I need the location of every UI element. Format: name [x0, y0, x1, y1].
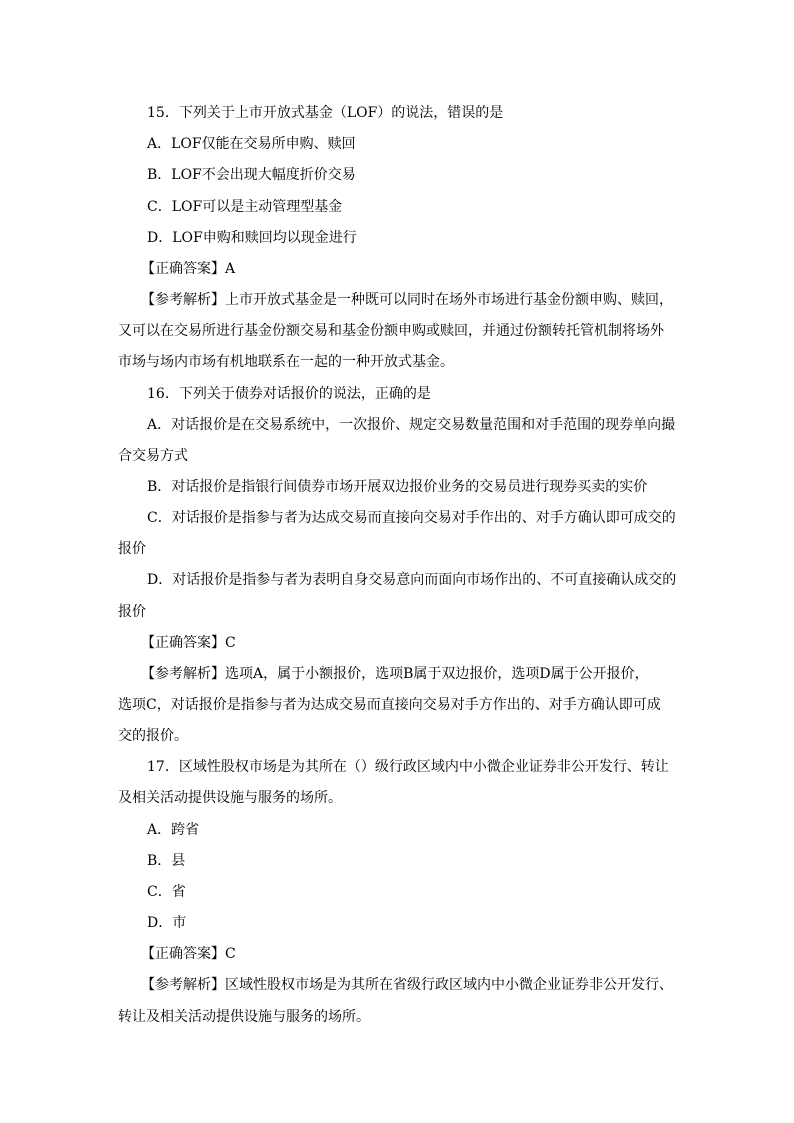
question-16-option-a-line-2: 合交易方式 [118, 448, 188, 464]
question-16-option-c-line-2: 报价 [118, 541, 146, 557]
question-16-option-d-line-2: 报价 [118, 604, 146, 620]
question-15-option-a: A．LOF仅能在交易所申购、赎回 [147, 136, 356, 152]
question-16-option-b: B．对话报价是指银行间债券市场开展双边报价业务的交易员进行现券买卖的实价 [147, 479, 648, 495]
question-17-stem-line-2: 及相关活动提供设施与服务的场所。 [118, 790, 342, 806]
question-15-analysis-line-1: 【参考解析】上市开放式基金是一种既可以同时在场外市场进行基金份额申购、赎回， [141, 292, 673, 308]
question-17-option-a: A．跨省 [147, 822, 200, 838]
question-17-analysis-line-2: 转让及相关活动提供设施与服务的场所。 [118, 1009, 370, 1025]
question-17-answer: 【正确答案】C [141, 946, 236, 962]
question-15-answer: 【正确答案】A [141, 261, 236, 277]
question-16-option-d-line-1: D．对话报价是指参与者为表明自身交易意向而面向市场作出的、不可直接确认成交的 [147, 572, 677, 588]
question-15-analysis-line-2: 又可以在交易所进行基金份额交易和基金份额申购或赎回，并通过份额转托管机制将场外 [118, 323, 664, 339]
question-17-analysis-line-1: 【参考解析】区域性股权市场是为其所在省级行政区域内中小微企业证券非公开发行、 [141, 977, 673, 993]
question-17-option-b: B．县 [147, 853, 186, 869]
question-15-option-c: C．LOF可以是主动管理型基金 [147, 199, 343, 215]
question-15-stem: 15．下列关于上市开放式基金（LOF）的说法，错误的是 [147, 105, 504, 121]
question-17-option-d: D．市 [147, 915, 187, 931]
question-16-analysis-line-3: 交的报价。 [118, 728, 188, 744]
question-16-stem: 16．下列关于债券对话报价的说法，正确的是 [147, 386, 431, 402]
question-16-analysis-line-2: 选项C，对话报价是指参与者为达成交易而直接向交易对手方作出的、对手方确认即可成 [118, 697, 661, 713]
question-17-stem-line-1: 17．区域性股权市场是为其所在（）级行政区域内中小微企业证券非公开发行、转让 [147, 759, 669, 775]
question-15-option-d: D．LOF申购和赎回均以现金进行 [147, 230, 357, 246]
question-16-answer: 【正确答案】C [141, 635, 236, 651]
question-17-option-c: C．省 [147, 884, 186, 900]
question-16-option-c-line-1: C．对话报价是指参与者为达成交易而直接向交易对手作出的、对手方确认即可成交的 [147, 510, 676, 526]
question-15-option-b: B．LOF不会出现大幅度折价交易 [147, 167, 356, 183]
question-16-analysis-line-1: 【参考解析】选项A，属于小额报价，选项B属于双边报价，选项D属于公开报价， [141, 666, 649, 682]
question-15-analysis-line-3: 市场与场内市场有机地联系在一起的一种开放式基金。 [118, 354, 454, 370]
question-16-option-a-line-1: A．对话报价是在交易系统中，一次报价、规定交易数量范围和对手范围的现券单向撮 [147, 417, 676, 433]
